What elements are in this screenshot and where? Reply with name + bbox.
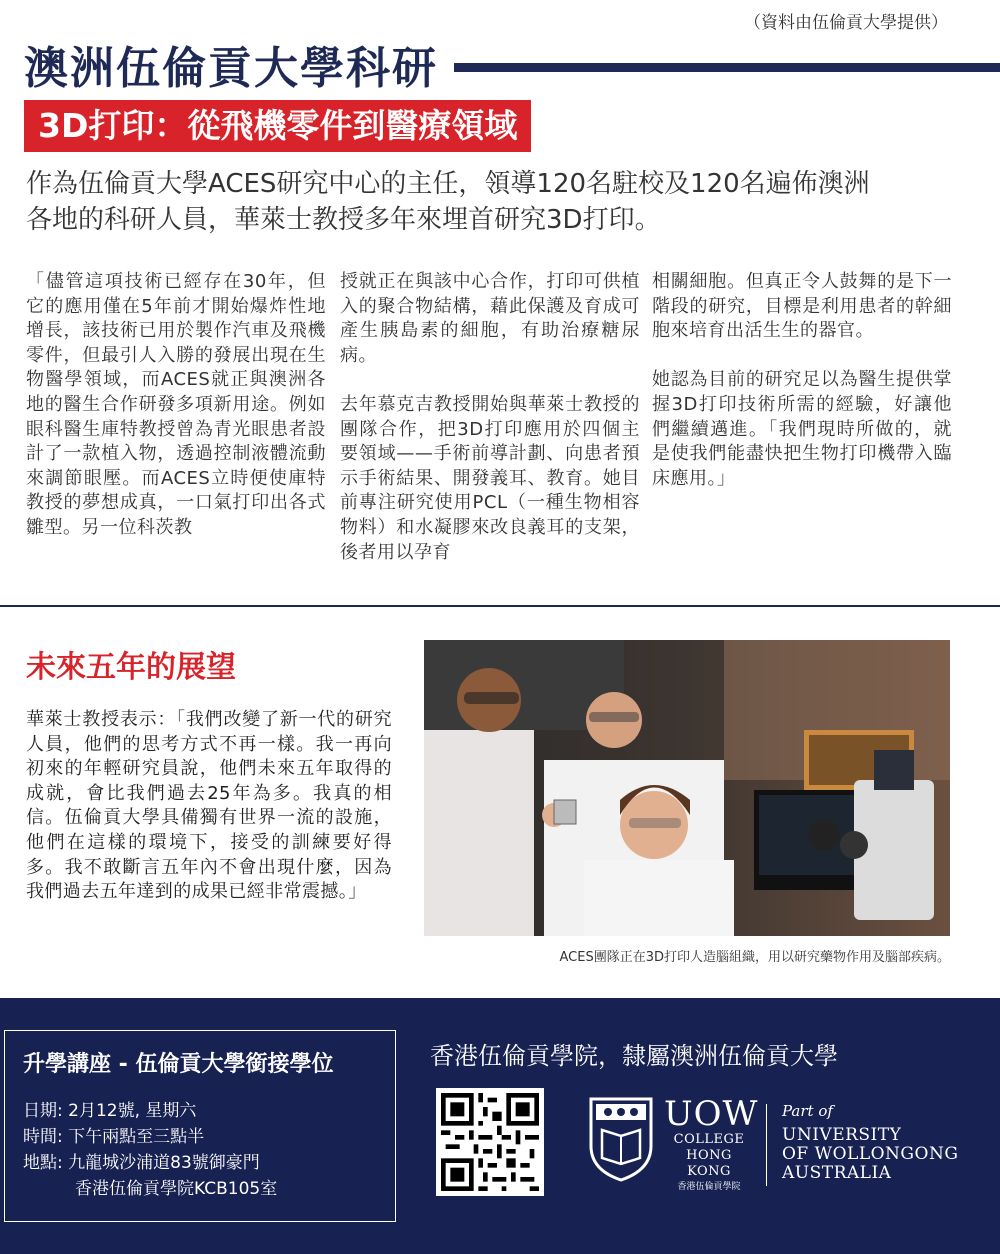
intro-line: 作為伍倫貢大學ACES研究中心的主任，領導120名駐校及120名遍佈澳洲 (26, 169, 870, 199)
uow-logo-hongkong: HONG KONG (686, 1148, 732, 1179)
lab-team-photo (424, 640, 950, 936)
future-section-text: 華萊士教授表示：「我們改變了新一代的研究人員，他們的思考方式不再一樣。我一再向初來的年輕研究員說，他們未來五年取得的成就，會比我們過去25年為多。我真的相信。伍倫貢大學具備獨有世界一流的設施，他們在這樣的環境下，接受的訓練要好得多。我不敢斷言五年內不會出現什麼，因為我們過去五年達到的成果已經非常震撼。」 (26, 709, 392, 903)
uow-college-logo (664, 1094, 759, 1194)
intro-paragraph (26, 166, 946, 238)
photo-caption: ACES團隊正在3D打印人造腦組織，用以研究藥物作用及腦部疾病。 (559, 950, 950, 965)
seminar-venue-room: 香港伍倫貢學院KCB105室 (75, 1179, 278, 1199)
article-column-3 (652, 270, 952, 516)
article-paragraph: 她認為目前的研究足以為醫生提供掌握3D打印技術所需的經驗，好讓他們繼續邁進。「我們現時所做的，就是使我們能盡快把生物打印機帶入臨床應用。」 (652, 369, 952, 489)
article-column-1 (26, 270, 326, 565)
seminar-box (4, 1030, 396, 1222)
logo-divider (766, 1104, 767, 1186)
qr-code-icon (441, 1093, 539, 1191)
article-paragraph: 授就正在與該中心合作，打印可供植入的聚合物結構，藉此保護及育成可產生胰島素的細胞，有助治療糖尿病。 (340, 271, 640, 366)
lab-photo-illustration (424, 640, 950, 936)
source-note: （資料由伍倫貢大學提供） (744, 13, 948, 33)
uow-logo-chinese: 香港伍倫貢學院 (677, 1182, 741, 1192)
footer-banner (0, 998, 1000, 1254)
university-affiliation (782, 1102, 958, 1183)
seminar-time: 時間: 下午兩點至三點半 (23, 1127, 205, 1147)
headline-rule (454, 63, 1000, 72)
intro-line: 各地的科研人員，華萊士教授多年來埋首研究3D打印。 (26, 205, 661, 235)
article-paragraph: 「儘管這項技術已經存在30年，但它的應用僅在5年前才開始爆炸性地增長，該技術已用於製作汽車及飛機零件，但最引人入勝的發展出現在生物醫學領域，而ACES就正與澳洲各地的醫生合作研發多項新用途。例如眼科醫生庫特教授曾為青光眼患者設計了一款植入物，透過控制液體流動來調節眼壓。而ACES立時便使庫特教授的夢想成真，一口氣打印出各式雛型。另一位科茨教 (26, 271, 326, 538)
seminar-title: 升學講座 - 伍倫貢大學銜接學位 (23, 1052, 334, 1077)
headline: 澳洲伍倫貢大學科研 (24, 43, 438, 94)
future-section-title: 未來五年的展望 (26, 650, 236, 685)
article-columns (26, 270, 956, 580)
subheadline-banner: 3D打印：從飛機零件到醫療領域 (24, 100, 531, 152)
section-divider (0, 605, 1000, 607)
headline-row (24, 32, 1000, 96)
seminar-date: 日期: 2月12號, 星期六 (23, 1101, 197, 1121)
uow-logo-text: UOW (664, 1094, 759, 1134)
article-column-2 (340, 270, 640, 590)
college-title: 香港伍倫貢學院，隸屬澳洲伍倫貢大學 (430, 1042, 838, 1070)
article-paragraph: 去年慕克吉教授開始與華萊士教授的團隊合作，把3D打印應用於四個主要領域——手術前導計劃、向患者預示手術結果、開發義耳、教育。她目前專注研究使用PCL（一種生物相容物料）和水凝膠來改良義耳的支架，後者用以孕育 (340, 393, 640, 563)
seminar-venue: 地點: 九龍城沙浦道83號御豪門 (23, 1153, 260, 1173)
university-line-1: UNIVERSITY (782, 1125, 902, 1145)
uow-shield-logo-icon (588, 1096, 654, 1182)
part-of-label: Part of (782, 1102, 833, 1120)
university-line-2: OF WOLLONGONG (782, 1144, 959, 1164)
uow-logo-college: COLLEGE (673, 1132, 745, 1147)
university-line-3: AUSTRALIA (782, 1163, 892, 1183)
article-paragraph: 相關細胞。但真正令人鼓舞的是下一階段的研究，目標是利用患者的幹細胞來培育出活生生的器官。 (652, 271, 952, 342)
qr-code (436, 1088, 544, 1196)
